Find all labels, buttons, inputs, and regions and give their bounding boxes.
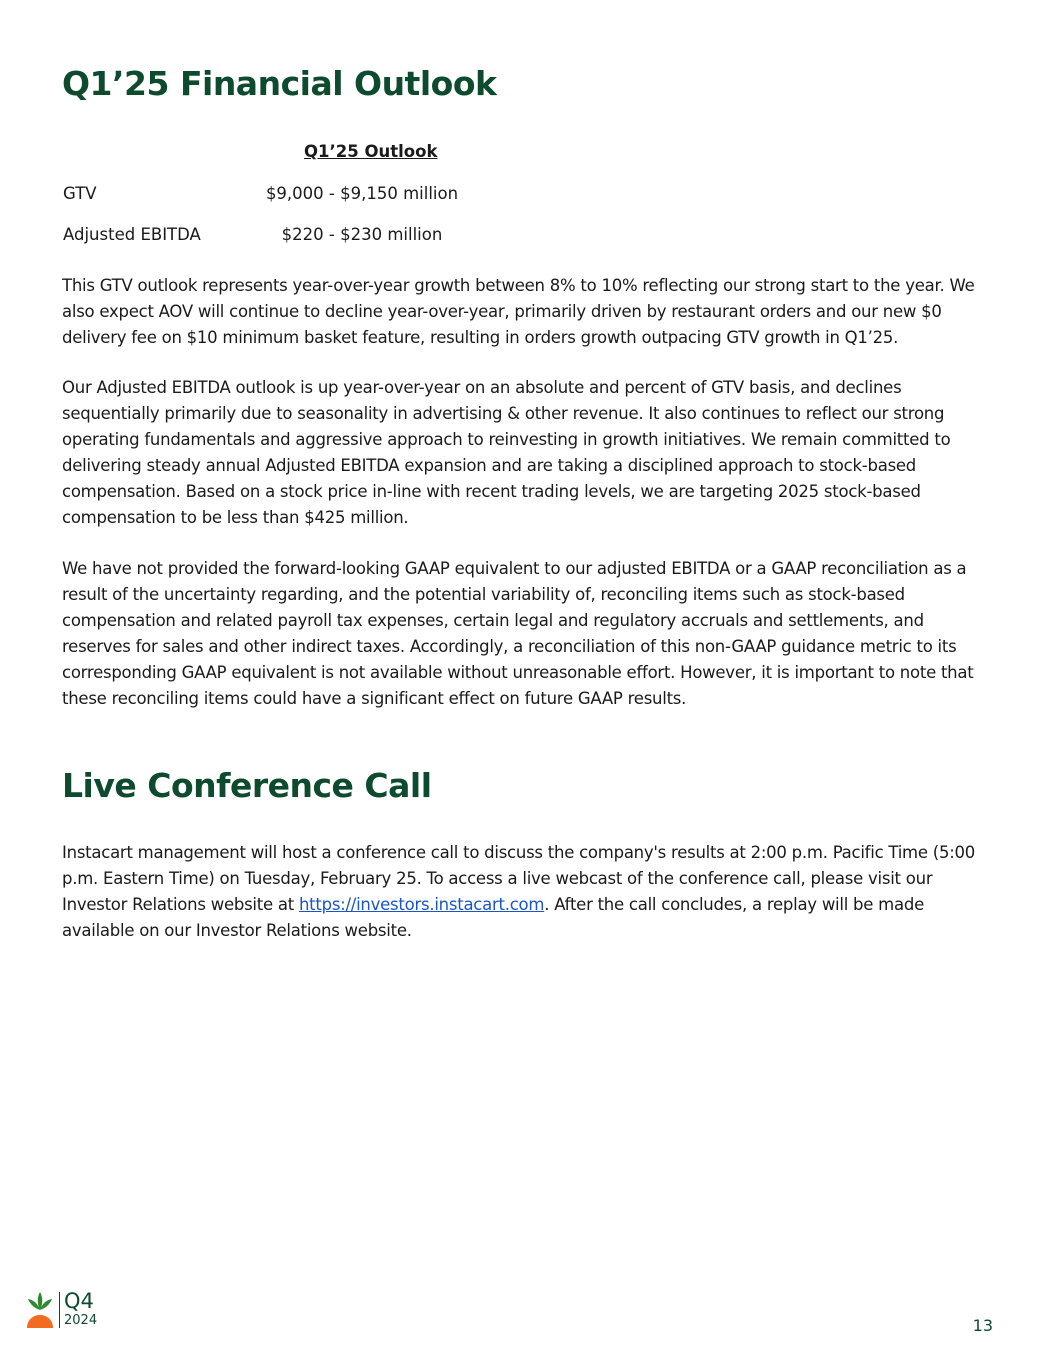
call-text-after-link: . After the call concludes, a replay will be made available on our Investor Relations website. bbox=[62, 895, 924, 940]
row-value: $220 - $230 million bbox=[281, 225, 443, 244]
outlook-table-row bbox=[62, 184, 482, 208]
page-number: 13 bbox=[972, 1316, 993, 1335]
investor-relations-link[interactable]: https://investors.instacart.com bbox=[298, 895, 545, 914]
section-heading-conference-call: Live Conference Call bbox=[62, 766, 432, 805]
carrot-logo-icon bbox=[24, 1290, 56, 1330]
call-text-before-link: Instacart management will host a conference call to discuss the company's results at 2:00 p.m. Pacific Time (5:00 p.m. Eastern Time) on Tuesday, February 25. To access a live webcast of the conference call, please visit our Investor Relations website at bbox=[62, 843, 975, 914]
footer-year: 2024 bbox=[64, 1313, 98, 1328]
outlook-table-row bbox=[62, 225, 482, 249]
row-label: GTV bbox=[63, 184, 97, 203]
row-label: Adjusted EBITDA bbox=[63, 225, 201, 244]
logo-divider bbox=[59, 1292, 60, 1328]
paragraph-conference-call bbox=[62, 840, 992, 944]
paragraph-gaap-disclaimer: We have not provided the forward-looking GAAP equivalent to our adjusted EBITDA or a GAAP reconciliation as a result of the uncertainty regarding, and the potential variability of, reconciling items such as stock-based compensation and related payroll tax expenses, certain legal and regulatory accruals and settlements, and reserves for sales and other indirect taxes. Accordingly, a reconciliation of this non-GAAP guidance metric to its corresponding GAAP equivalent is not available without unreasonable effort. However, it is important to note that these reconciling items could have a significant effect on future GAAP results. bbox=[62, 559, 974, 708]
footer-quarter: Q4 bbox=[64, 1289, 94, 1313]
section-heading-financial-outlook: Q1’25 Financial Outlook bbox=[62, 64, 497, 103]
footer-logo bbox=[24, 1290, 114, 1332]
outlook-table-column-header: Q1’25 Outlook bbox=[304, 142, 438, 161]
paragraph-ebitda-outlook: Our Adjusted EBITDA outlook is up year-over-year on an absolute and percent of GTV basis, and declines sequentially primarily due to seasonality in advertising & other revenue. It also continues to reflect our strong operating fundamentals and aggressive approach to reinvesting in growth initiatives. We remain committed to delivering steady annual Adjusted EBITDA expansion and are taking a disciplined approach to stock-based compensation. Based on a stock price in-line with recent trading levels, we are targeting 2025 stock-based compensation to be less than $425 million. bbox=[62, 378, 951, 527]
row-value: $9,000 - $9,150 million bbox=[265, 184, 459, 203]
paragraph-gtv-outlook: This GTV outlook represents year-over-year growth between 8% to 10% reflecting our strong start to the year. We also expect AOV will continue to decline year-over-year, primarily driven by restaurant orders and our new $0 delivery fee on $10 minimum basket feature, resulting in orders growth outpacing GTV growth in Q1’25. bbox=[62, 276, 975, 347]
